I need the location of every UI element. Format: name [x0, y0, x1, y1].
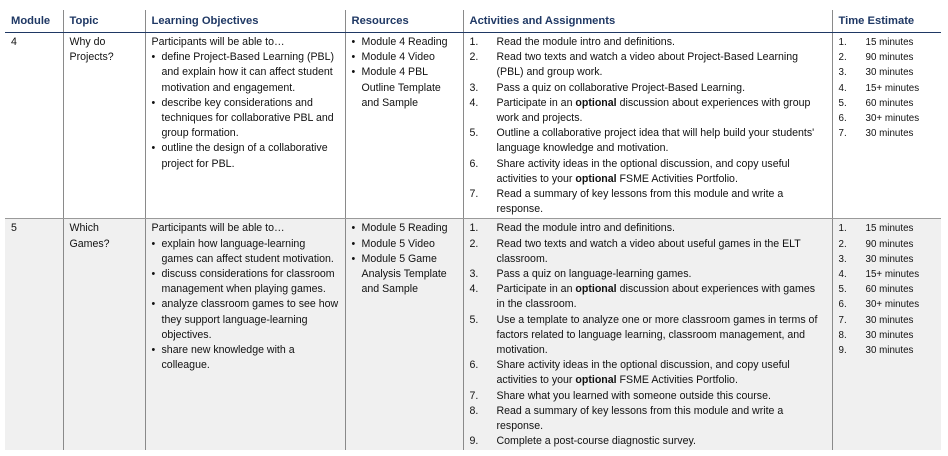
activity-item	[470, 35, 826, 50]
header-learning-objectives: Learning Objectives	[145, 10, 345, 33]
activity-emphasis: optional	[575, 172, 617, 185]
module-number: 5	[11, 222, 17, 235]
time-number: 9.	[838, 345, 847, 357]
course-schedule-table	[5, 10, 941, 450]
time-number: 1.	[838, 223, 847, 235]
time-value: 30+ minutes	[865, 113, 920, 125]
header-topic: Topic	[63, 10, 145, 33]
topic-text: Which Games?	[69, 222, 110, 250]
time-item	[839, 221, 936, 236]
activity-number: 3.	[469, 268, 479, 281]
time-number: 4.	[838, 269, 847, 281]
activity-number: 1.	[469, 222, 479, 235]
activity-item	[470, 404, 826, 434]
time-value: 30 minutes	[865, 128, 914, 140]
time-item	[839, 96, 936, 111]
time-number: 7.	[838, 128, 847, 140]
activity-number: 2.	[469, 51, 479, 64]
time-value: 30 minutes	[865, 329, 914, 341]
activity-text-continued: discussion about experiences with games in the classroom.	[496, 283, 816, 311]
objective-item: • discuss considerations for classroom management when playing games.	[152, 267, 339, 297]
time-item	[839, 252, 936, 267]
time-estimate-cell	[832, 33, 941, 219]
time-item	[839, 282, 936, 297]
activity-emphasis: optional	[575, 96, 617, 109]
module-number: 4	[11, 36, 17, 48]
activity-text: Share what you learned with someone outside this course.	[496, 389, 771, 402]
time-number: 6.	[838, 299, 847, 311]
time-item	[839, 126, 936, 141]
resource-item: • Module 4 Reading	[352, 35, 457, 50]
resource-item: • Module 4 PBL Outline Template and Sample	[352, 65, 457, 111]
time-value: 30 minutes	[865, 253, 914, 265]
time-value: 15+ minutes	[865, 82, 920, 94]
objective-item: • analyze classroom games to see how they support language-learning objectives.	[152, 297, 339, 343]
activity-number: 5.	[469, 127, 479, 140]
time-value: 30 minutes	[865, 345, 914, 357]
objectives-cell	[145, 33, 345, 219]
module-number-cell	[5, 33, 63, 219]
activity-item	[470, 434, 826, 449]
activity-text: Share activity ideas in the optional discussion, and copy useful activities to your	[496, 359, 790, 387]
activity-item	[470, 96, 826, 126]
activities-list	[470, 221, 826, 449]
header-resources: Resources	[345, 10, 463, 33]
activities-list	[470, 35, 826, 217]
activity-number: 6.	[469, 157, 479, 170]
time-value: 30 minutes	[865, 67, 914, 79]
activity-text: Read the module intro and definitions.	[496, 36, 675, 48]
activity-text-continued: FSME Activities Portfolio.	[616, 172, 738, 185]
activity-text: Participate in an	[496, 283, 576, 296]
activity-number: 2.	[469, 237, 479, 250]
time-number: 6.	[838, 113, 847, 125]
activity-item	[470, 267, 826, 282]
activity-number: 1.	[469, 36, 479, 48]
time-number: 2.	[838, 52, 847, 64]
activities-cell	[463, 33, 832, 219]
time-item	[839, 328, 936, 343]
activity-text: Read two texts and watch a video about useful games in the ELT classroom.	[496, 237, 801, 265]
topic-cell	[63, 219, 145, 451]
activity-item	[470, 358, 826, 388]
activity-number: 5.	[469, 313, 479, 326]
resource-item: • Module 5 Game Analysis Template and Sample	[352, 252, 457, 298]
objectives-intro: Participants will be able to…	[151, 222, 285, 235]
header-activities: Activities and Assignments	[463, 10, 832, 33]
time-value: 60 minutes	[865, 284, 914, 296]
activity-text: Read a summary of key lessons from this module and write a response.	[496, 404, 784, 433]
activity-text-continued: discussion about experiences with group work and projects.	[496, 96, 811, 125]
activity-text: Read the module intro and definitions.	[496, 222, 675, 235]
activity-item	[470, 81, 826, 96]
resources-list	[352, 35, 457, 111]
activity-text: Outline a collaborative project idea that will help build your students' language knowledge and motivation.	[496, 127, 815, 155]
activity-number: 8.	[469, 404, 479, 417]
activity-emphasis: optional	[575, 283, 617, 296]
time-estimate-cell	[832, 219, 941, 451]
resources-cell	[345, 219, 463, 451]
resource-item: • Module 5 Video	[352, 237, 457, 252]
objectives-cell	[145, 219, 345, 451]
time-list	[839, 35, 936, 141]
activity-emphasis: optional	[575, 374, 617, 387]
time-number: 5.	[838, 97, 847, 109]
time-item	[839, 111, 936, 126]
activity-number: 6.	[469, 359, 479, 372]
time-item	[839, 81, 936, 96]
header-module: Module	[5, 10, 63, 33]
objective-item: • define Project-Based Learning (PBL) and explain how it can affect student motivation and engagement.	[152, 50, 339, 96]
time-number: 2.	[838, 238, 847, 250]
module-row	[5, 33, 941, 219]
activity-item	[470, 50, 826, 80]
activity-text-continued: FSME Activities Portfolio.	[616, 374, 738, 387]
activity-item	[470, 237, 826, 267]
activities-cell	[463, 219, 832, 451]
activity-text: Use a template to analyze one or more classroom games in terms of factors related to language learning, classroom management, and motivation.	[496, 313, 818, 357]
module-row	[5, 219, 941, 451]
time-number: 8.	[838, 329, 847, 341]
header-row	[5, 10, 941, 33]
objective-item: • share new knowledge with a colleague.	[152, 343, 339, 373]
resources-list	[352, 221, 457, 297]
header-time-estimate: Time Estimate	[832, 10, 941, 33]
time-value: 15+ minutes	[865, 269, 920, 281]
time-item	[839, 35, 936, 50]
objective-item: • describe key considerations and techniques for collaborative PBL and group formation.	[152, 96, 339, 142]
activity-text: Read two texts and watch a video about Project-Based Learning (PBL) and group work.	[496, 51, 799, 79]
resource-item: • Module 5 Reading	[352, 221, 457, 236]
activity-number: 3.	[469, 81, 479, 94]
time-value: 30 minutes	[865, 314, 914, 326]
objectives-list	[152, 237, 339, 374]
time-item	[839, 50, 936, 65]
topic-cell	[63, 33, 145, 219]
objective-item: • outline the design of a collaborative project for PBL.	[152, 141, 339, 171]
activity-number: 7.	[469, 188, 479, 201]
activity-item	[470, 221, 826, 236]
resources-cell	[345, 33, 463, 219]
activity-text: Participate in an	[496, 96, 576, 109]
activity-item	[470, 282, 826, 312]
time-number: 1.	[838, 37, 847, 48]
activity-item	[470, 313, 826, 359]
time-value: 15 minutes	[865, 37, 914, 48]
time-number: 4.	[838, 82, 847, 94]
time-item	[839, 65, 936, 80]
time-value: 90 minutes	[865, 238, 914, 250]
activity-number: 7.	[469, 389, 479, 402]
objectives-list	[152, 50, 339, 172]
activity-text: Read a summary of key lessons from this module and write a response.	[496, 188, 784, 216]
time-number: 3.	[838, 253, 847, 265]
time-number: 7.	[838, 314, 847, 326]
time-value: 90 minutes	[865, 52, 914, 64]
activity-item	[470, 389, 826, 404]
objective-item: • explain how language-learning games can affect student motivation.	[152, 237, 339, 267]
time-item	[839, 267, 936, 282]
time-value: 30+ minutes	[865, 299, 920, 311]
activity-number: 4.	[469, 96, 479, 109]
activity-item	[470, 187, 826, 217]
time-item	[839, 343, 936, 358]
topic-text: Why do Projects?	[69, 36, 114, 64]
module-number-cell	[5, 219, 63, 451]
activity-text: Complete a post-course diagnostic survey.	[496, 435, 696, 448]
activity-text: Share activity ideas in the optional discussion, and copy useful activities to your	[496, 157, 790, 185]
time-value: 60 minutes	[865, 97, 914, 109]
time-value: 15 minutes	[865, 223, 914, 235]
time-item	[839, 297, 936, 312]
activity-item	[470, 157, 826, 187]
activity-item	[470, 126, 826, 156]
resource-item: • Module 4 Video	[352, 50, 457, 65]
time-number: 3.	[838, 67, 847, 79]
activity-text: Pass a quiz on language-learning games.	[496, 268, 692, 281]
time-number: 5.	[838, 284, 847, 296]
activity-number: 9.	[469, 435, 479, 448]
time-item	[839, 237, 936, 252]
activity-number: 4.	[469, 283, 479, 296]
activity-text: Pass a quiz on collaborative Project-Based Learning.	[496, 81, 746, 94]
time-list	[839, 221, 936, 358]
time-item	[839, 313, 936, 328]
objectives-intro: Participants will be able to…	[151, 36, 285, 48]
